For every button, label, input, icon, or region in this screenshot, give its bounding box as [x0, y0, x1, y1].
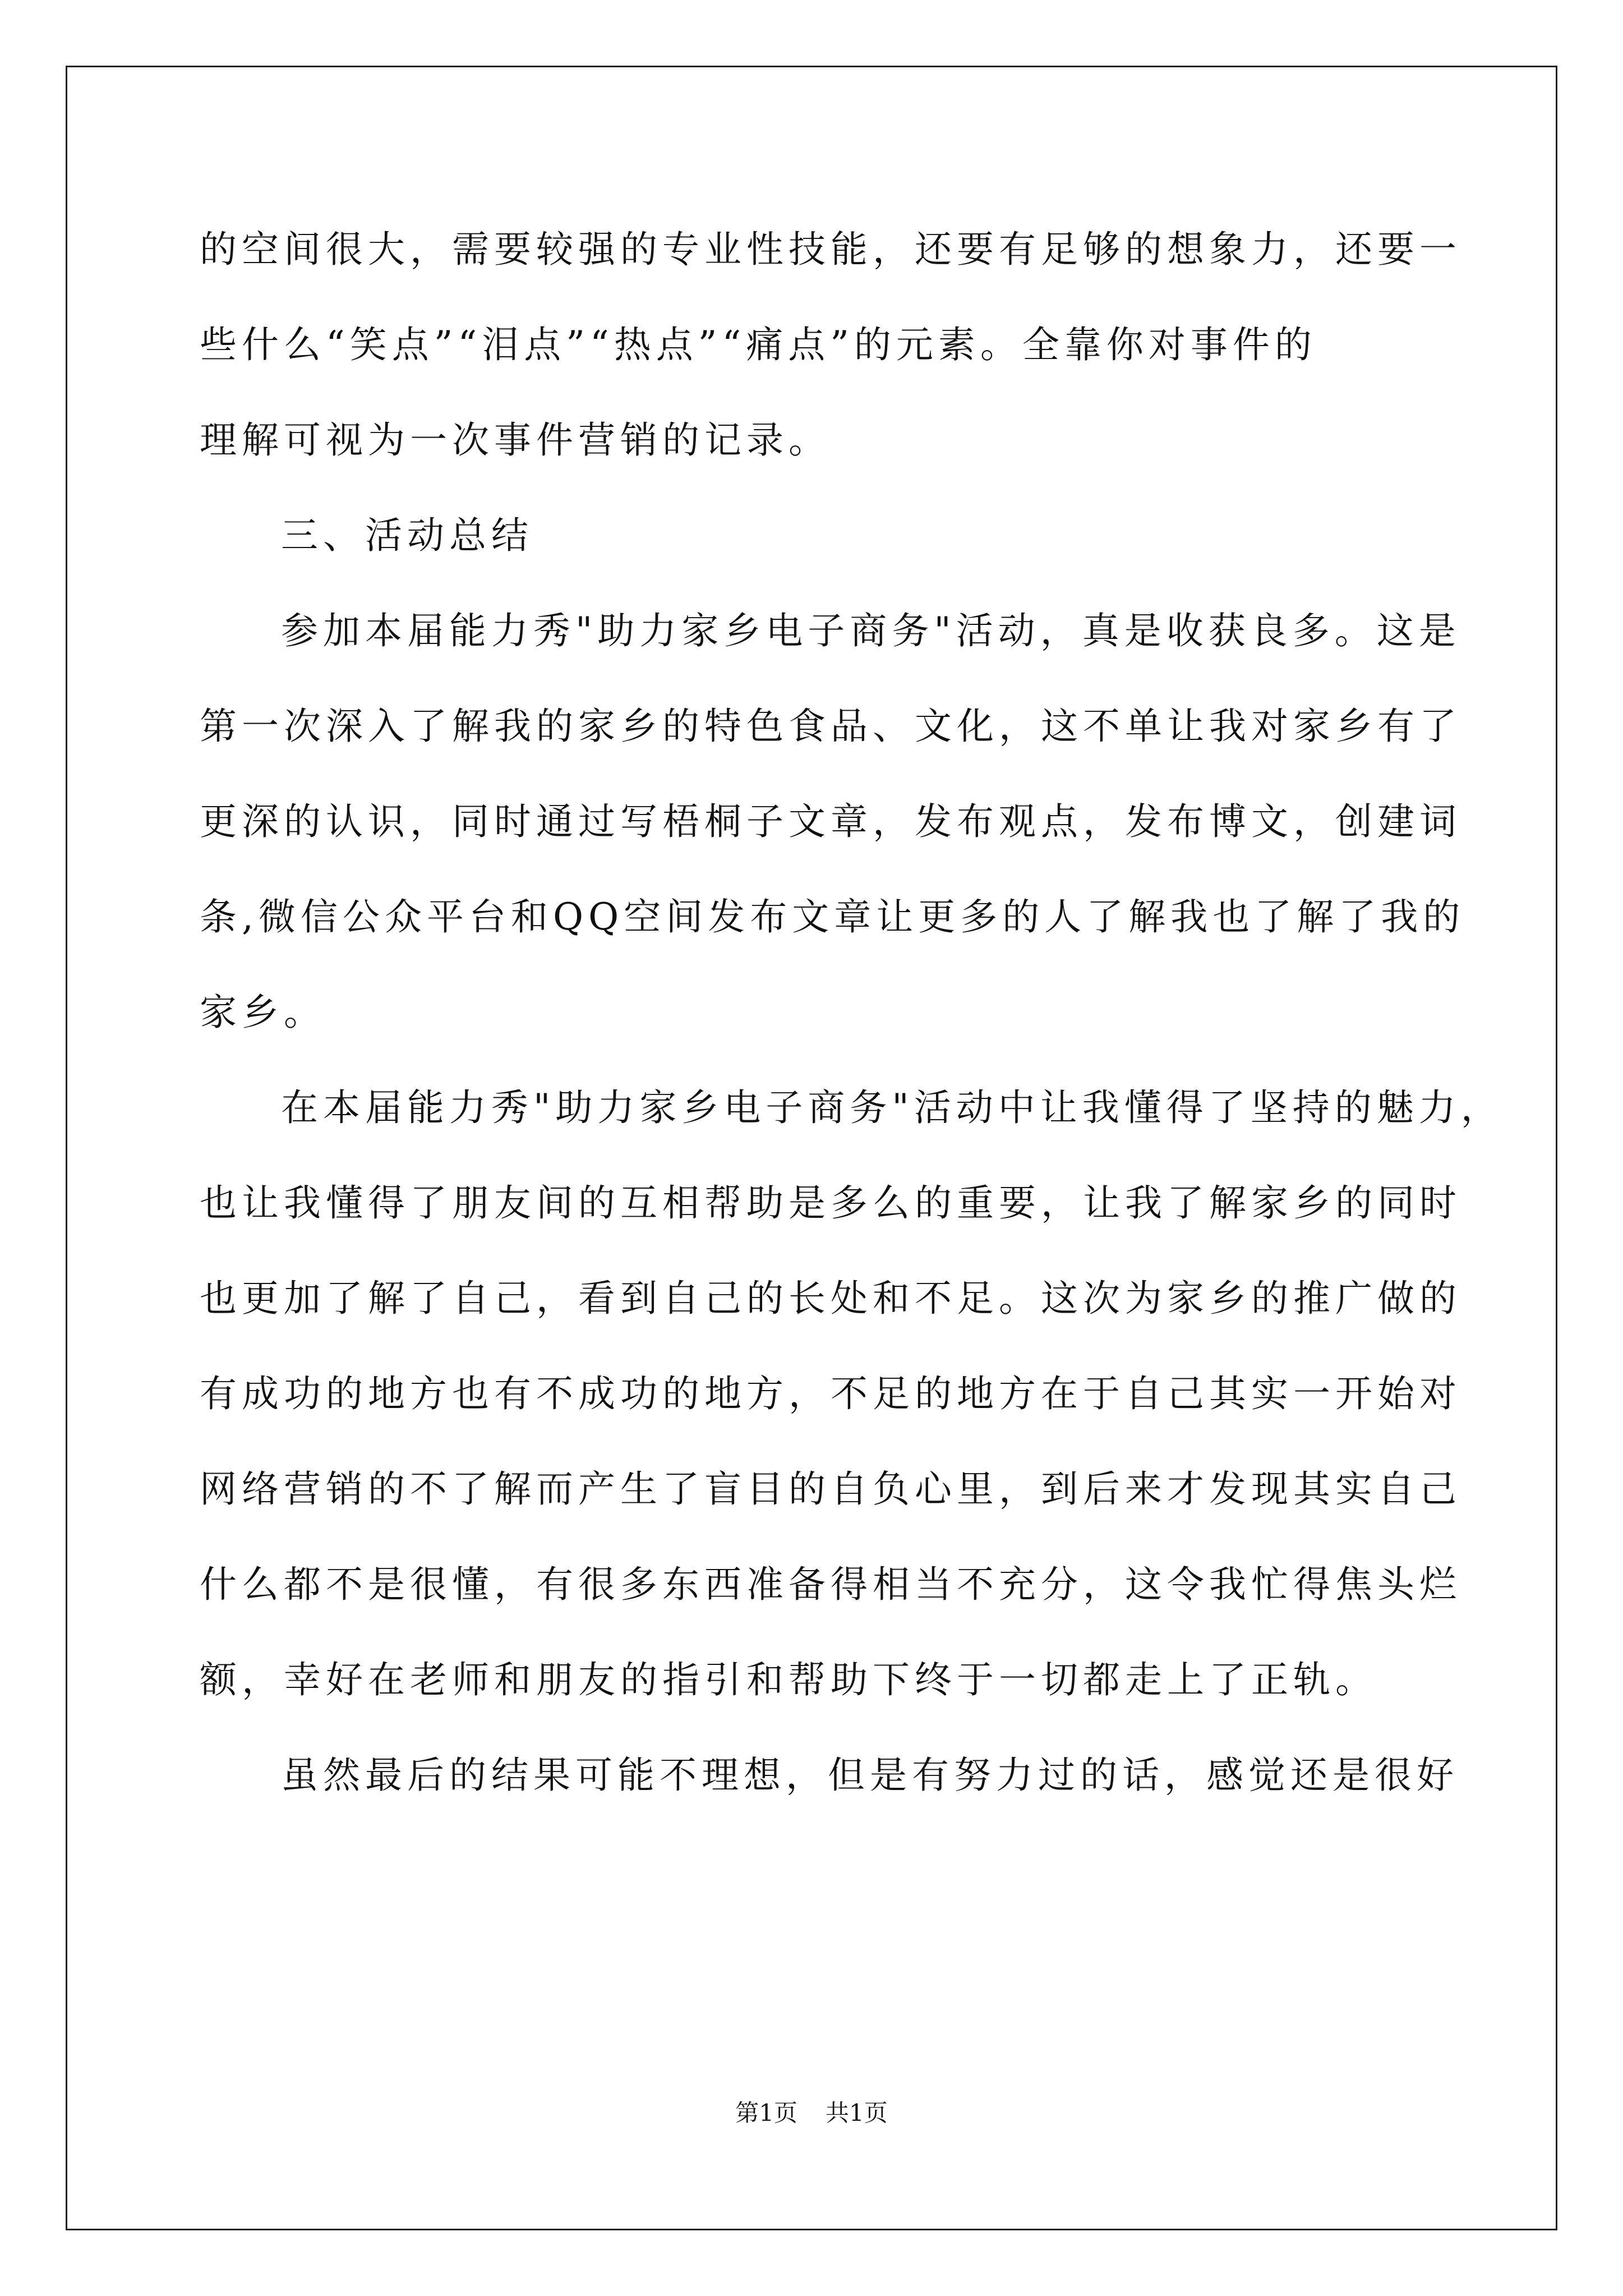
- body-line-8: 条,微信公众平台和QQ空间发布文章让更多的人了解我也了解了我的: [200, 895, 1465, 938]
- body-line-1: 的空间很大，需要较强的专业性技能，还要有足够的想象力，还要一: [200, 228, 1461, 271]
- body-line-16: 额，幸好在老师和朋友的指引和帮助下终于一切都走上了正轨。: [200, 1658, 1377, 1701]
- body-line-12: 也更加了解了自己，看到自己的长处和不足。这次为家乡的推广做的: [200, 1277, 1461, 1320]
- page-total: 共1页: [826, 2099, 888, 2127]
- body-line-7: 更深的认识，同时通过写梧桐子文章，发布观点，发布博文，创建词: [200, 800, 1461, 843]
- body-line-5: 参加本届能力秀"助力家乡电子商务"活动，真是收获良多。这是: [281, 609, 1461, 652]
- body-line-9: 家乡。: [200, 991, 326, 1034]
- body-line-14: 网络营销的不了解而产生了盲目的自负心里，到后来才发现其实自己: [200, 1467, 1461, 1511]
- page-footer: [0, 2096, 1623, 2130]
- body-line-15: 什么都不是很懂，有很多东西准备得相当不充分，这令我忙得焦头烂: [200, 1563, 1461, 1606]
- page-border: [66, 66, 1557, 2230]
- body-line-11: 也让我懂得了朋友间的互相帮助是多么的重要，让我了解家乡的同时: [200, 1181, 1461, 1225]
- body-line-3: 理解可视为一次事件营销的记录。: [200, 418, 831, 462]
- section-heading: 三、活动总结: [281, 514, 533, 557]
- body-line-6: 第一次深入了解我的家乡的特色食品、文化，这不单让我对家乡有了: [200, 705, 1461, 748]
- body-line-13: 有成功的地方也有不成功的地方，不足的地方在于自己其实一开始对: [200, 1372, 1461, 1415]
- page-number: 第1页: [735, 2099, 797, 2127]
- body-line-17: 虽然最后的结果可能不理想，但是有努力过的话，感觉还是很好: [281, 1754, 1459, 1797]
- body-line-10: 在本届能力秀"助力家乡电子商务"活动中让我懂得了坚持的魅力，: [281, 1086, 1503, 1129]
- body-line-2: 些什么“笑点”“泪点”“热点”“痛点”的元素。全靠你对事件的: [200, 323, 1317, 366]
